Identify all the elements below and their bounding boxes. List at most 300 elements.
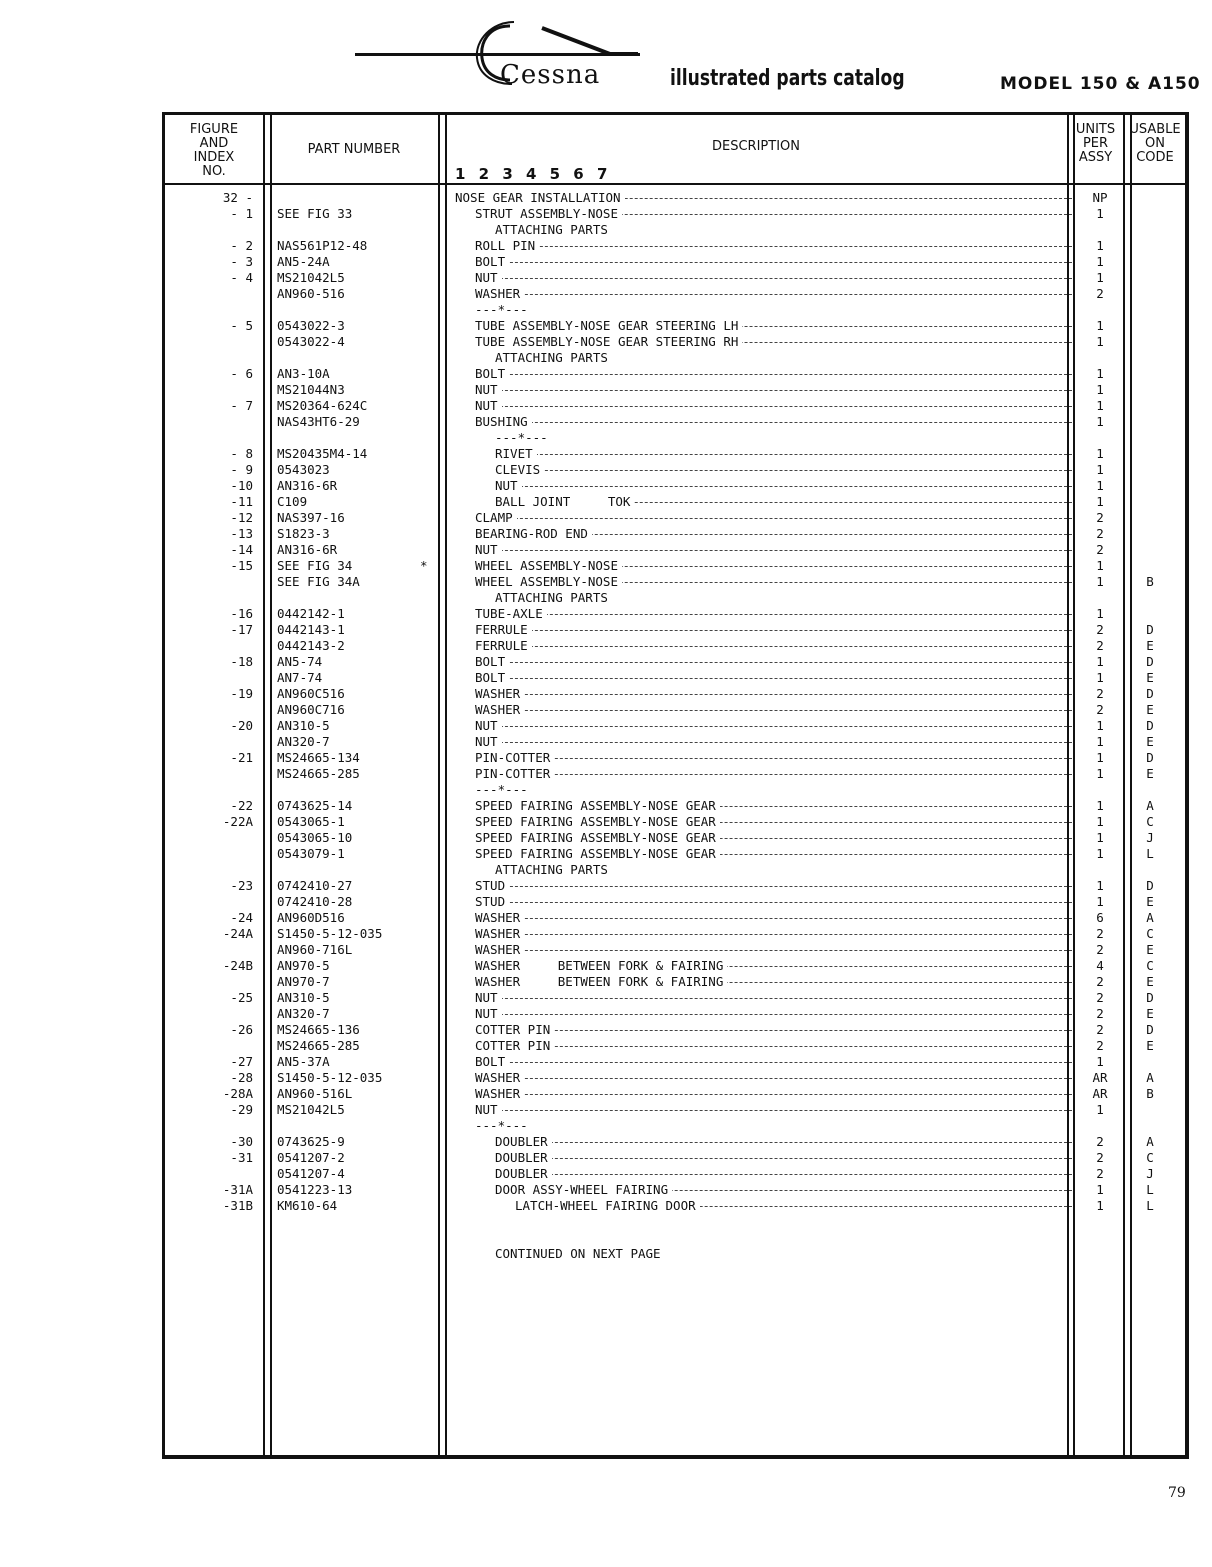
description-text: WASHER <box>475 286 524 301</box>
units-per-assy: 1 <box>1096 366 1104 381</box>
description-text: TUBE ASSEMBLY-NOSE GEAR STEERING LH <box>475 318 742 333</box>
table-row <box>165 606 1185 622</box>
units-per-assy: AR <box>1092 1086 1108 1101</box>
description-text: WASHER <box>475 1086 524 1101</box>
description-text: PIN-COTTER <box>475 750 554 765</box>
usable-on-code: C <box>1146 814 1154 829</box>
leader-dashes <box>475 758 1072 759</box>
leader-dashes <box>475 1046 1072 1047</box>
description-text: NUT <box>475 382 502 397</box>
model-title: MODEL 150 & A150 <box>1000 74 1201 94</box>
leader-dashes <box>495 454 1072 455</box>
units-per-assy: 2 <box>1096 1134 1104 1149</box>
leader-dashes <box>475 278 1072 279</box>
description-text: NUT <box>475 1102 502 1117</box>
leader-dashes <box>475 406 1072 407</box>
part-number: MS20364-624C <box>277 398 368 413</box>
description-text: WASHER BETWEEN FORK & FAIRING <box>475 974 727 989</box>
table-row <box>165 446 1185 462</box>
leader-dashes <box>475 518 1072 519</box>
units-per-assy: 1 <box>1096 462 1104 477</box>
leader-dashes <box>475 390 1072 391</box>
usable-on-code: E <box>1146 942 1154 957</box>
table-row <box>165 478 1185 494</box>
description-text: LATCH-WHEEL FAIRING DOOR <box>515 1198 700 1213</box>
part-number: S1450-5-12-035 <box>277 926 383 941</box>
description-cell <box>475 414 1072 430</box>
description-text: WASHER <box>475 686 524 701</box>
index-number: -28 <box>230 1070 253 1085</box>
units-per-assy: 1 <box>1096 238 1104 253</box>
part-number: S1823-3 <box>277 526 330 541</box>
part-number: 0742410-27 <box>277 878 353 893</box>
description-cell <box>495 1182 1072 1198</box>
description-cell <box>475 830 1072 846</box>
index-number: - 7 <box>230 398 253 413</box>
table-row <box>165 734 1185 750</box>
description-text: WASHER <box>475 942 524 957</box>
leader-dashes <box>475 630 1072 631</box>
description-text: NUT <box>475 270 502 285</box>
index-number: -17 <box>230 622 253 637</box>
description-text: ---*--- <box>475 1118 532 1133</box>
part-number: AN320-7 <box>277 1006 330 1021</box>
part-number: MS24665-136 <box>277 1022 360 1037</box>
index-number: 32 - <box>222 190 253 205</box>
leader-dashes <box>475 1078 1072 1079</box>
leader-dashes <box>475 1062 1072 1063</box>
part-number: 0541223-13 <box>277 1182 353 1197</box>
leader-dashes <box>475 1094 1072 1095</box>
index-number: -31B <box>222 1198 253 1213</box>
description-cell <box>455 1214 1072 1230</box>
index-number: -28A <box>222 1086 253 1101</box>
table-row <box>165 1150 1185 1166</box>
units-per-assy: 1 <box>1096 718 1104 733</box>
units-per-assy: 1 <box>1096 894 1104 909</box>
part-number: 0743625-14 <box>277 798 353 813</box>
description-text: WHEEL ASSEMBLY-NOSE <box>475 574 622 589</box>
table-row <box>165 686 1185 702</box>
usable-on-code: E <box>1146 734 1154 749</box>
index-number: -19 <box>230 686 253 701</box>
description-cell <box>475 526 1072 542</box>
description-cell <box>475 1102 1072 1118</box>
units-per-assy: 2 <box>1096 1006 1104 1021</box>
part-number: AN5-74 <box>277 654 323 669</box>
table-row <box>165 974 1185 990</box>
description-cell <box>495 590 1072 606</box>
description-cell <box>475 238 1072 254</box>
index-number: -18 <box>230 654 253 669</box>
index-number: - 5 <box>230 318 253 333</box>
units-per-assy: 1 <box>1096 814 1104 829</box>
table-row <box>165 846 1185 862</box>
description-cell <box>475 382 1072 398</box>
description-cell <box>495 494 1072 510</box>
usable-on-code-header: USABLE ON CODE <box>1129 122 1181 165</box>
leader-dashes <box>495 1158 1072 1159</box>
description-cell <box>475 206 1072 222</box>
part-number: 0442143-2 <box>277 638 345 653</box>
part-number: MS21042L5 <box>277 270 345 285</box>
description-cell <box>495 350 1072 366</box>
description-text: FERRULE <box>475 622 532 637</box>
description-text <box>455 1230 459 1245</box>
leader-dashes <box>475 550 1072 551</box>
usable-on-code: C <box>1146 958 1154 973</box>
description-cell <box>475 1118 1072 1134</box>
index-number: -25 <box>230 990 253 1005</box>
leader-dashes <box>495 486 1072 487</box>
part-number: AN3-10A <box>277 366 330 381</box>
units-per-assy: 1 <box>1096 382 1104 397</box>
description-text: NUT <box>475 398 502 413</box>
part-number: 0543023 <box>277 462 330 477</box>
description-text: BOLT <box>475 366 509 381</box>
description-cell <box>475 638 1072 654</box>
leader-dashes <box>495 470 1072 471</box>
units-per-assy: 2 <box>1096 926 1104 941</box>
index-number: -24 <box>230 910 253 925</box>
description-text: ATTACHING PARTS <box>495 862 612 877</box>
units-per-assy: 1 <box>1096 558 1104 573</box>
header-rule <box>165 183 1185 185</box>
usable-on-code: D <box>1146 654 1154 669</box>
description-cell <box>475 270 1072 286</box>
description-cell <box>495 1134 1072 1150</box>
description-cell <box>475 542 1072 558</box>
leader-dashes <box>475 902 1072 903</box>
page-header <box>0 0 1212 110</box>
indent-digits: 1 2 3 4 5 6 7 <box>455 165 612 183</box>
units-per-assy: 1 <box>1096 414 1104 429</box>
part-number: SEE FIG 34 <box>277 558 353 573</box>
part-number: 0543079-1 <box>277 846 345 861</box>
units-per-assy: 1 <box>1096 766 1104 781</box>
index-number: -31A <box>222 1182 253 1197</box>
table-row <box>165 782 1185 798</box>
part-number: 0742410-28 <box>277 894 353 909</box>
table-row <box>165 574 1185 590</box>
units-per-assy: 1 <box>1096 334 1104 349</box>
table-row <box>165 878 1185 894</box>
description-cell <box>475 1038 1072 1054</box>
index-number: -30 <box>230 1134 253 1149</box>
usable-on-code: J <box>1146 1166 1154 1181</box>
part-number: AN960C716 <box>277 702 345 717</box>
part-number: MS24665-285 <box>277 1038 360 1053</box>
usable-on-code: D <box>1146 878 1154 893</box>
part-number: 0442142-1 <box>277 606 345 621</box>
usable-on-code: E <box>1146 894 1154 909</box>
table-row <box>165 862 1185 878</box>
units-per-assy: 2 <box>1096 1150 1104 1165</box>
description-cell <box>475 878 1072 894</box>
usable-on-code: E <box>1146 670 1154 685</box>
table-row <box>165 1118 1185 1134</box>
description-cell <box>475 798 1072 814</box>
usable-on-code: D <box>1146 990 1154 1005</box>
units-per-assy: NP <box>1092 190 1108 205</box>
usable-on-code: A <box>1146 1070 1154 1085</box>
table-row <box>165 558 1185 574</box>
leader-dashes <box>475 918 1072 919</box>
table-row <box>165 798 1185 814</box>
index-number: -26 <box>230 1022 253 1037</box>
part-number: 0541207-2 <box>277 1150 345 1165</box>
description-cell <box>475 654 1072 670</box>
units-per-assy: 4 <box>1096 958 1104 973</box>
units-per-assy: 1 <box>1096 318 1104 333</box>
units-per-assy: 1 <box>1096 830 1104 845</box>
description-text: BEARING-ROD END <box>475 526 592 541</box>
description-text: COTTER PIN <box>475 1038 554 1053</box>
table-row <box>165 702 1185 718</box>
description-cell <box>495 462 1072 478</box>
description-cell <box>475 926 1072 942</box>
table-row <box>165 510 1185 526</box>
description-text: NUT <box>475 990 502 1005</box>
description-cell <box>475 558 1072 574</box>
table-row <box>165 1198 1185 1214</box>
logo-underline <box>355 53 640 56</box>
leader-dashes <box>475 950 1072 951</box>
part-number: AN960-716L <box>277 942 353 957</box>
index-number: -10 <box>230 478 253 493</box>
part-number: MS21044N3 <box>277 382 345 397</box>
part-number: AN310-5 <box>277 718 330 733</box>
description-text: WASHER <box>475 702 524 717</box>
description-text: WHEEL ASSEMBLY-NOSE <box>475 558 622 573</box>
table-row <box>165 990 1185 1006</box>
leader-dashes <box>475 422 1072 423</box>
usable-on-code: L <box>1146 1198 1154 1213</box>
usable-on-code: D <box>1146 750 1154 765</box>
table-row <box>165 814 1185 830</box>
units-per-assy: 1 <box>1096 846 1104 861</box>
part-number: NAS561P12-48 <box>277 238 368 253</box>
leader-dashes <box>475 678 1072 679</box>
description-cell <box>475 1070 1072 1086</box>
description-text: BOLT <box>475 1054 509 1069</box>
part-number: AN7-74 <box>277 670 323 685</box>
description-text: DOUBLER <box>495 1134 552 1149</box>
part-number: 0543065-1 <box>277 814 345 829</box>
part-number: MS24665-134 <box>277 750 360 765</box>
description-cell <box>475 766 1072 782</box>
description-cell <box>475 318 1072 334</box>
table-row <box>165 526 1185 542</box>
units-per-assy: 1 <box>1096 798 1104 813</box>
index-number: -13 <box>230 526 253 541</box>
usable-on-code: E <box>1146 638 1154 653</box>
table-row <box>165 1166 1185 1182</box>
description-text: DOUBLER <box>495 1166 552 1181</box>
part-number: 0442143-1 <box>277 622 345 637</box>
part-number: AN960C516 <box>277 686 345 701</box>
index-number: -20 <box>230 718 253 733</box>
usable-on-code: D <box>1146 718 1154 733</box>
parts-table <box>162 112 1189 1459</box>
description-cell <box>475 894 1072 910</box>
table-row <box>165 590 1185 606</box>
description-cell <box>475 366 1072 382</box>
description-cell <box>475 302 1072 318</box>
table-row <box>165 1086 1185 1102</box>
table-row <box>165 1054 1185 1070</box>
description-text: FERRULE <box>475 638 532 653</box>
index-number: - 3 <box>230 254 253 269</box>
units-per-assy: AR <box>1092 1070 1108 1085</box>
leader-dashes <box>475 934 1072 935</box>
table-row <box>165 910 1185 926</box>
leader-dashes <box>475 262 1072 263</box>
index-number: -23 <box>230 878 253 893</box>
description-cell <box>495 1246 1072 1262</box>
description-text: CLAMP <box>475 510 517 525</box>
table-row <box>165 286 1185 302</box>
units-per-assy: 1 <box>1096 1054 1104 1069</box>
part-number: S1450-5-12-035 <box>277 1070 383 1085</box>
description-text: SPEED FAIRING ASSEMBLY-NOSE GEAR <box>475 798 720 813</box>
description-cell <box>475 734 1072 750</box>
index-number: -27 <box>230 1054 253 1069</box>
units-per-assy: 2 <box>1096 526 1104 541</box>
index-number: -21 <box>230 750 253 765</box>
usable-on-code: J <box>1146 830 1154 845</box>
units-per-assy: 1 <box>1096 254 1104 269</box>
description-text: DOOR ASSY-WHEEL FAIRING <box>495 1182 672 1197</box>
units-per-assy: 2 <box>1096 1022 1104 1037</box>
units-per-assy: 2 <box>1096 686 1104 701</box>
part-number: 0743625-9 <box>277 1134 345 1149</box>
table-row <box>165 542 1185 558</box>
description-cell <box>475 686 1072 702</box>
description-cell <box>475 974 1072 990</box>
description-text: ATTACHING PARTS <box>495 590 612 605</box>
description-cell <box>495 446 1072 462</box>
table-row <box>165 398 1185 414</box>
table-row <box>165 1102 1185 1118</box>
description-cell <box>475 286 1072 302</box>
part-number: AN316-6R <box>277 542 338 557</box>
part-number: SEE FIG 33 <box>277 206 353 221</box>
brand-name: Cessna <box>500 60 601 90</box>
note-star: * <box>420 558 428 573</box>
part-number: AN5-37A <box>277 1054 330 1069</box>
description-text: STRUT ASSEMBLY-NOSE <box>475 206 622 221</box>
table-row <box>165 750 1185 766</box>
table-row <box>165 1134 1185 1150</box>
table-row <box>165 958 1185 974</box>
table-row <box>165 1182 1185 1198</box>
table-row <box>165 1246 1185 1262</box>
units-per-assy: 6 <box>1096 910 1104 925</box>
usable-on-code: E <box>1146 702 1154 717</box>
description-text: SPEED FAIRING ASSEMBLY-NOSE GEAR <box>475 814 720 829</box>
leader-dashes <box>475 294 1072 295</box>
leader-dashes <box>475 246 1072 247</box>
part-number: NAS397-16 <box>277 510 345 525</box>
leader-dashes <box>475 662 1072 663</box>
description-cell <box>475 574 1072 590</box>
units-per-assy: 1 <box>1096 494 1104 509</box>
usable-on-code: C <box>1146 1150 1154 1165</box>
units-per-assy: 1 <box>1096 606 1104 621</box>
description-text: BALL JOINT TOK <box>495 494 634 509</box>
description-text: ATTACHING PARTS <box>495 350 612 365</box>
table-row <box>165 830 1185 846</box>
index-number: - 2 <box>230 238 253 253</box>
part-number: AN320-7 <box>277 734 330 749</box>
leader-dashes <box>495 1142 1072 1143</box>
description-text: BOLT <box>475 670 509 685</box>
description-text <box>455 1214 459 1229</box>
part-number: 0543065-10 <box>277 830 353 845</box>
table-row <box>165 1038 1185 1054</box>
units-per-assy: 1 <box>1096 478 1104 493</box>
table-row <box>165 222 1185 238</box>
table-row <box>165 190 1185 206</box>
units-per-assy: 1 <box>1096 1102 1104 1117</box>
units-per-assy: 1 <box>1096 1198 1104 1213</box>
units-per-assy: 2 <box>1096 1166 1104 1181</box>
units-per-assy: 2 <box>1096 974 1104 989</box>
part-number: SEE FIG 34A <box>277 574 360 589</box>
units-per-assy: 2 <box>1096 622 1104 637</box>
units-per-assy: 2 <box>1096 942 1104 957</box>
description-text: WASHER <box>475 926 524 941</box>
table-row <box>165 430 1185 446</box>
index-number: - 1 <box>230 206 253 221</box>
description-cell <box>475 1054 1072 1070</box>
description-cell <box>495 862 1072 878</box>
usable-on-code: L <box>1146 846 1154 861</box>
leader-dashes <box>475 710 1072 711</box>
leader-dashes <box>475 694 1072 695</box>
description-text: NUT <box>475 734 502 749</box>
index-number: - 8 <box>230 446 253 461</box>
part-number: NAS43HT6-29 <box>277 414 360 429</box>
usable-on-code: D <box>1146 1022 1154 1037</box>
leader-dashes <box>475 774 1072 775</box>
description-cell <box>495 1166 1072 1182</box>
table-row <box>165 382 1185 398</box>
description-text: BOLT <box>475 254 509 269</box>
description-cell <box>475 334 1072 350</box>
usable-on-code: B <box>1146 1086 1154 1101</box>
index-number: -24B <box>222 958 253 973</box>
units-per-assy: 1 <box>1096 446 1104 461</box>
description-cell <box>475 1086 1072 1102</box>
index-number: -15 <box>230 558 253 573</box>
description-cell <box>475 702 1072 718</box>
table-row <box>165 654 1185 670</box>
part-number: C109 <box>277 494 308 509</box>
table-row <box>165 926 1185 942</box>
table-row <box>165 942 1185 958</box>
description-cell <box>475 846 1072 862</box>
usable-on-code: D <box>1146 686 1154 701</box>
units-per-assy: 1 <box>1096 654 1104 669</box>
index-number: -11 <box>230 494 253 509</box>
units-per-assy: 1 <box>1096 398 1104 413</box>
description-text: COTTER PIN <box>475 1022 554 1037</box>
description-text: BUSHING <box>475 414 532 429</box>
table-row <box>165 894 1185 910</box>
part-number: AN960-516L <box>277 1086 353 1101</box>
